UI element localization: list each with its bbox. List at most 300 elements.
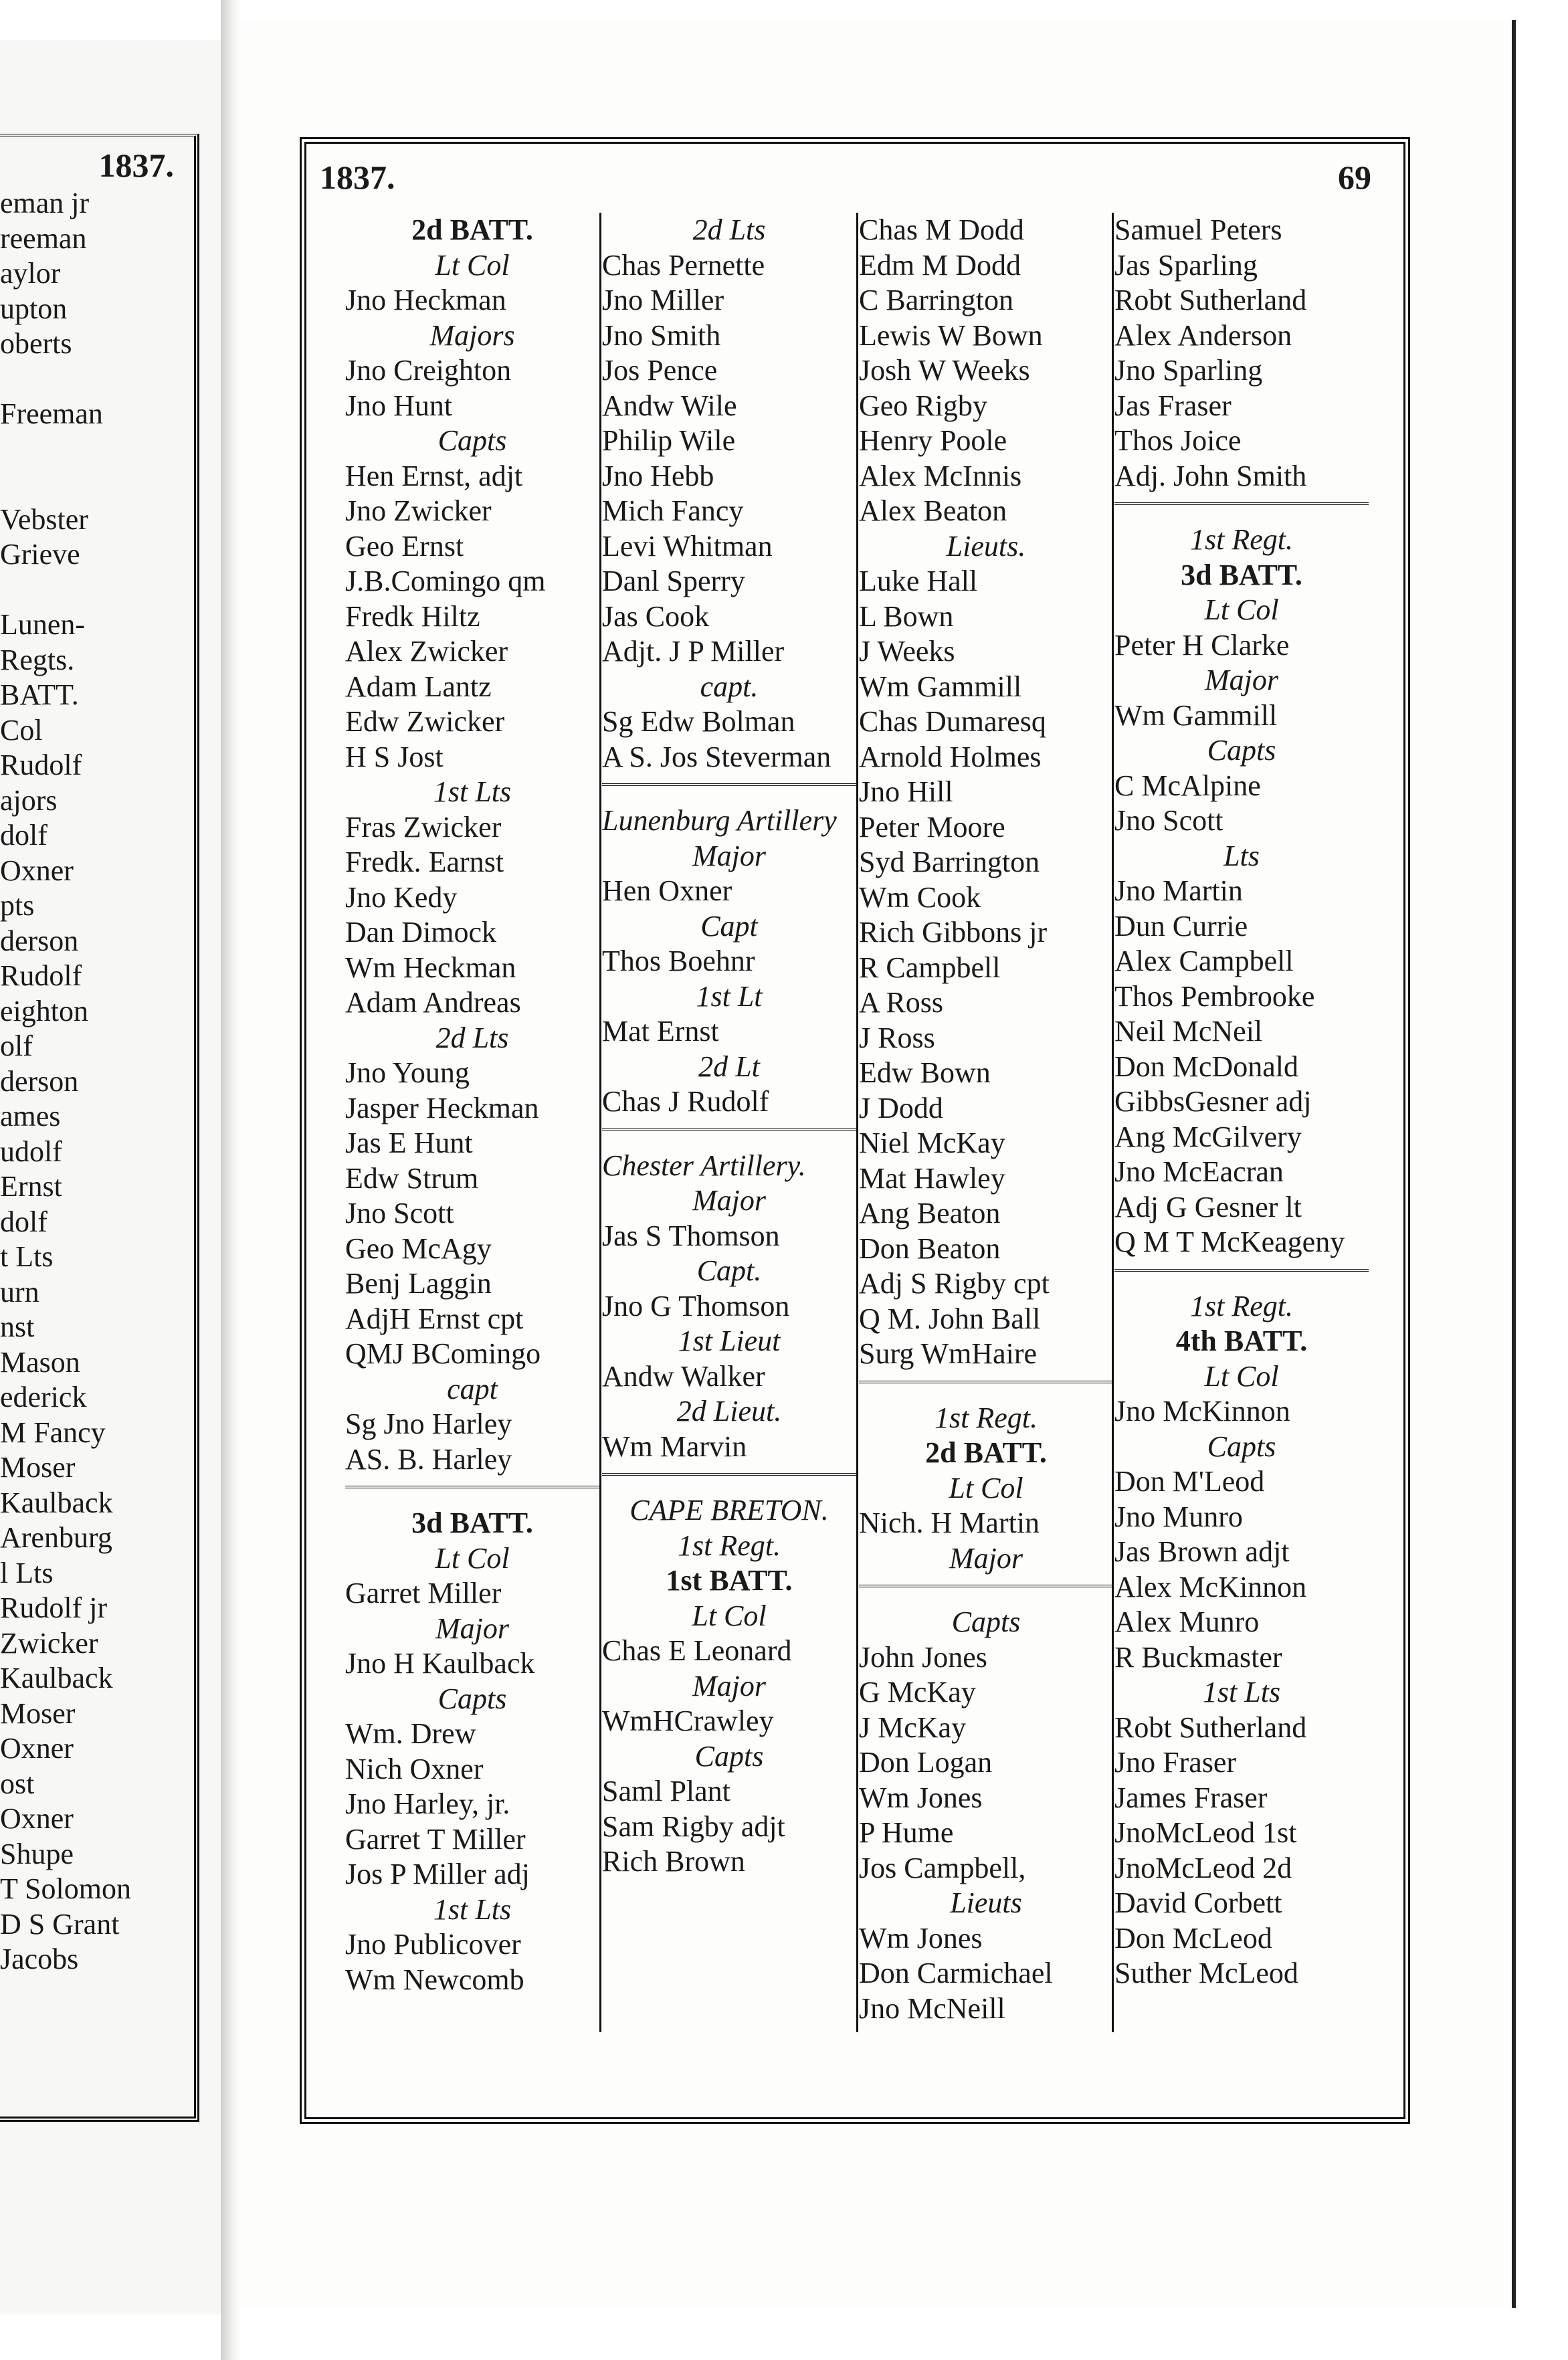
left-page-line xyxy=(0,1486,181,1521)
column-rule xyxy=(599,213,601,2032)
roster-entry: Major xyxy=(692,839,766,872)
left-page-line xyxy=(0,1767,181,1802)
left-page-line-text: Oxner xyxy=(0,854,74,887)
left-page-line-text: Ernst xyxy=(0,1170,62,1203)
roster-column-4 xyxy=(1114,213,1369,1991)
left-page-line xyxy=(0,1415,181,1451)
roster-entry: Nich. H Martin xyxy=(859,1506,1040,1539)
roster-entry: Jas Fraser xyxy=(1114,389,1232,422)
roster-entry: Capts xyxy=(694,1739,764,1773)
section-divider xyxy=(602,1473,856,1493)
roster-entry: Jno Scott xyxy=(345,1197,454,1230)
roster-entry: Peter Moore xyxy=(859,810,1005,844)
roster-entry: Jas Sparling xyxy=(1114,248,1258,282)
left-page-line-text: ajors xyxy=(0,783,58,817)
roster-entry: Garret Miller xyxy=(345,1577,502,1609)
left-page-line-text: Lunen- xyxy=(0,608,86,641)
roster-entry: Mat Hawley xyxy=(859,1161,1005,1195)
roster-entry: Jno Publicover xyxy=(345,1928,521,1961)
roster-entry: Nich Oxner xyxy=(345,1752,484,1785)
roster-entry: AS. B. Harley xyxy=(345,1442,512,1476)
roster-entry: Thos Pembrooke xyxy=(1114,979,1315,1013)
left-page-line-text: derson xyxy=(0,1064,79,1098)
left-page-line xyxy=(0,748,181,783)
roster-entry: Capts xyxy=(1207,734,1276,767)
left-page-line xyxy=(0,1591,181,1626)
roster-entry: Jno Munro xyxy=(1114,1500,1243,1533)
left-page-line-text: Shupe xyxy=(0,1837,74,1870)
left-page-line-text: T Solomon xyxy=(0,1872,132,1905)
roster-entry: Adam Andreas xyxy=(345,986,521,1019)
roster-entry: 1st Lts xyxy=(433,1892,512,1926)
left-page-line xyxy=(0,1556,181,1591)
roster-entry: Geo McAgy xyxy=(345,1232,492,1265)
roster-entry: J.B.Comingo qm xyxy=(345,565,546,597)
roster-entry: GibbsGesner adj xyxy=(1114,1085,1312,1118)
roster-entry: John Jones xyxy=(859,1640,987,1674)
roster-entry: Lunenburg Artillery xyxy=(602,804,837,837)
roster-entry: Sam Rigby adjt xyxy=(602,1809,785,1843)
left-page-line-text: nst xyxy=(0,1310,35,1343)
section-divider xyxy=(345,1486,599,1506)
roster-entry: Samuel Peters xyxy=(1114,213,1282,246)
left-page-line xyxy=(0,1205,181,1240)
roster-entry: Wm Marvin xyxy=(602,1430,747,1463)
roster-entry: Ang McGilvery xyxy=(1114,1120,1302,1153)
roster-entry: Hen Oxner xyxy=(602,874,732,907)
roster-entry: Alex Zwicker xyxy=(345,635,508,668)
left-page-line-text: Oxner xyxy=(0,1802,74,1835)
roster-entry: Dun Currie xyxy=(1114,909,1248,943)
roster-entry: Chas M Dodd xyxy=(859,213,1024,246)
roster-entry: Philip Wile xyxy=(602,424,736,457)
roster-entry: Garret T Miller xyxy=(345,1822,526,1856)
roster-entry: Don Logan xyxy=(859,1746,993,1779)
roster-entry: Capts xyxy=(437,1682,507,1715)
roster-entry: Jno Heckman xyxy=(345,284,506,316)
roster-entry: Q M T McKeageny xyxy=(1114,1225,1345,1258)
roster-entry: 2d Lieut. xyxy=(676,1395,782,1428)
roster-entry: Jno Kedy xyxy=(345,880,458,914)
roster-entry: Ang Beaton xyxy=(859,1197,1001,1230)
roster-entry: Wm Gammill xyxy=(1114,698,1278,732)
left-page-line xyxy=(0,573,181,608)
left-page-line-text: ederick xyxy=(0,1381,87,1413)
section-divider xyxy=(859,1381,1113,1401)
left-page-line-text: Zwicker xyxy=(0,1626,98,1660)
roster-entry: Chas E Leonard xyxy=(602,1634,792,1667)
left-page-line-text: Rudolf xyxy=(0,959,82,992)
roster-entry: Geo Ernst xyxy=(345,529,464,563)
roster-entry: Andw Walker xyxy=(602,1359,765,1393)
left-page-line-text: Oxner xyxy=(0,1732,74,1765)
roster-entry: JnoMcLeod 2d xyxy=(1114,1851,1292,1884)
left-page-line xyxy=(0,1731,181,1767)
roster-entry: Sg Edw Bolman xyxy=(602,705,795,738)
roster-entry: Adj S Rigby cpt xyxy=(859,1267,1050,1300)
left-page-line xyxy=(0,1240,181,1275)
section-divider xyxy=(859,1585,1113,1605)
left-page-line xyxy=(0,502,181,538)
section-divider xyxy=(1114,502,1369,522)
roster-entry: Capts xyxy=(1207,1430,1276,1463)
roster-entry: Wm. Drew xyxy=(345,1717,476,1750)
roster-entry: 1st Regt. xyxy=(678,1529,781,1562)
left-page-line-text: Col xyxy=(0,713,43,747)
roster-entry: Wm Jones xyxy=(859,1921,983,1955)
roster-entry: Jno McEacran xyxy=(1114,1155,1284,1188)
roster-entry: Alex Anderson xyxy=(1114,318,1292,352)
left-page-line xyxy=(0,1099,181,1135)
left-page-line xyxy=(0,1801,181,1837)
roster-entry: Don McLeod xyxy=(1114,1921,1272,1955)
roster-entry: Edw Strum xyxy=(345,1161,479,1195)
left-page-line xyxy=(0,292,181,327)
roster-entry: Lt Col xyxy=(1204,1359,1279,1393)
roster-entry: 1st Regt. xyxy=(935,1401,1038,1434)
roster-entry: Lt Col xyxy=(692,1599,767,1632)
roster-entry: A Ross xyxy=(859,986,943,1019)
roster-entry: Chas Dumaresq xyxy=(859,705,1046,738)
roster-entry: Mich Fancy xyxy=(602,494,744,527)
roster-entry: Wm Gammill xyxy=(859,670,1022,703)
roster-entry: L Bown xyxy=(859,599,954,633)
roster-entry: Don McDonald xyxy=(1114,1050,1298,1083)
left-page-line xyxy=(0,1380,181,1415)
roster-entry: Jno Creighton xyxy=(345,354,512,387)
left-page-line-text: olf xyxy=(0,1029,33,1062)
roster-entry: J Dodd xyxy=(859,1091,943,1124)
left-page-line xyxy=(0,1029,181,1064)
left-page-line xyxy=(0,221,181,257)
roster-entry: Henry Poole xyxy=(859,424,1007,457)
roster-entry: Wm Newcomb xyxy=(345,1963,524,1996)
left-page-line-text: Freeman xyxy=(0,397,103,430)
roster-entry: Jno Zwicker xyxy=(345,494,492,527)
left-page-line xyxy=(0,607,181,643)
roster-entry: 2d Lt xyxy=(698,1050,760,1083)
left-page-line xyxy=(0,1169,181,1205)
roster-entry: Lieuts xyxy=(950,1886,1022,1919)
roster-entry: Robt Sutherland xyxy=(1114,1710,1307,1744)
roster-entry: Jno Hill xyxy=(859,775,953,808)
roster-entry: Major xyxy=(1205,664,1278,696)
roster-entry: Rich Gibbons jr xyxy=(859,916,1048,949)
roster-entry: Jno Young xyxy=(345,1056,470,1089)
section-divider xyxy=(602,783,856,803)
section-divider xyxy=(1114,1269,1369,1289)
roster-entry: Adj. John Smith xyxy=(1114,459,1307,492)
left-page-line-text: l Lts xyxy=(0,1556,54,1589)
left-page-line xyxy=(0,854,181,889)
left-page-line-text: oberts xyxy=(0,327,72,360)
left-page-line xyxy=(0,186,181,221)
roster-entry: Major xyxy=(692,1184,766,1217)
roster-entry: Fredk. Earnst xyxy=(345,846,504,878)
roster-entry: Syd Barrington xyxy=(859,846,1040,878)
left-page-line xyxy=(0,1064,181,1100)
roster-entry: Major xyxy=(435,1611,509,1645)
roster-entry: Jno Harley, jr. xyxy=(345,1787,510,1820)
roster-entry: Jno H Kaulback xyxy=(345,1647,535,1680)
roster-entry: Danl Sperry xyxy=(602,565,745,597)
left-page-line-text: Grieve xyxy=(0,538,80,571)
left-page-line xyxy=(0,1520,181,1556)
roster-entry: Don Carmichael xyxy=(859,1957,1053,1989)
left-page-line xyxy=(0,1907,181,1943)
left-page-line xyxy=(0,1661,181,1696)
roster-entry: Rich Brown xyxy=(602,1845,745,1878)
left-page-line xyxy=(0,432,181,468)
left-page-line xyxy=(0,1275,181,1310)
left-page-line xyxy=(0,256,181,292)
roster-entry: R Buckmaster xyxy=(1114,1640,1282,1674)
left-page-line-text: Jacobs xyxy=(0,1943,79,1975)
left-page-line-text: Kaulback xyxy=(0,1662,113,1694)
roster-entry: Jas Cook xyxy=(602,599,710,633)
left-page-line xyxy=(0,397,181,432)
roster-entry: Chester Artillery. xyxy=(602,1149,806,1182)
roster-entry: Alex Beaton xyxy=(859,494,1007,527)
roster-entry: J Ross xyxy=(859,1021,935,1054)
left-page-line xyxy=(0,1626,181,1662)
left-page-line xyxy=(0,888,181,924)
roster-entry: Capt. xyxy=(696,1254,762,1287)
roster-entry: Wm Cook xyxy=(859,880,981,914)
roster-entry: H S Jost xyxy=(345,740,444,773)
left-page-line-text: derson xyxy=(0,924,79,957)
roster-entry: Fredk Hiltz xyxy=(345,599,480,633)
left-page-line xyxy=(0,1450,181,1486)
roster-entry: David Corbett xyxy=(1114,1886,1282,1919)
left-page-line-text: BATT. xyxy=(0,678,79,711)
roster-entry: Q M. John Ball xyxy=(859,1302,1041,1335)
roster-entry: Don Beaton xyxy=(859,1232,1001,1265)
roster-entry: Fras Zwicker xyxy=(345,810,502,844)
roster-entry: Jno McNeill xyxy=(859,1991,1005,2025)
left-page-line xyxy=(0,643,181,678)
left-page-line-text: urn xyxy=(0,1275,39,1308)
roster-entry: Majors xyxy=(429,318,515,352)
roster-entry: Jos Pence xyxy=(602,354,718,387)
roster-entry: Jno Sparling xyxy=(1114,354,1263,387)
roster-entry: AdjH Ernst cpt xyxy=(345,1302,524,1335)
roster-entry: 2d Lts xyxy=(435,1021,509,1054)
left-page-line xyxy=(0,1942,181,1977)
roster-entry: Jos P Miller adj xyxy=(345,1858,530,1890)
roster-entry: capt xyxy=(447,1372,498,1405)
roster-entry: Edw Bown xyxy=(859,1056,991,1089)
roster-entry: 3d BATT. xyxy=(411,1506,533,1539)
roster-entry: Saml Plant xyxy=(602,1775,730,1807)
left-page-line-text: ames xyxy=(0,1100,61,1133)
roster-entry: Luke Hall xyxy=(859,565,978,597)
left-page-line-text: Moser xyxy=(0,1696,76,1730)
roster-entry: 1st Lt xyxy=(696,979,763,1013)
left-page-line-text: Rudolf xyxy=(0,749,82,781)
roster-entry: Capt xyxy=(700,909,758,943)
left-page-line xyxy=(0,1696,181,1732)
left-page-line-text: eighton xyxy=(0,994,88,1027)
roster-entry: 1st Lieut xyxy=(678,1324,781,1357)
left-page-line-text: dolf xyxy=(0,819,47,852)
left-page-line xyxy=(0,467,181,502)
left-page-line-text: M Fancy xyxy=(0,1415,106,1449)
left-page-line xyxy=(0,924,181,959)
left-page-line-text: eman jr xyxy=(0,187,90,219)
roster-entry: Wm Jones xyxy=(859,1781,983,1814)
roster-entry: Alex Munro xyxy=(1114,1605,1260,1638)
roster-entry: 1st BATT. xyxy=(666,1564,793,1597)
roster-entry: CAPE BRETON. xyxy=(629,1494,829,1527)
roster-entry: Peter H Clarke xyxy=(1114,628,1290,662)
roster-entry: Edw Zwicker xyxy=(345,705,505,738)
roster-entry: Jas S Thomson xyxy=(602,1219,780,1252)
left-page-line-text: aylor xyxy=(0,257,61,290)
roster-entry: 1st Regt. xyxy=(1190,1289,1293,1322)
roster-entry: Jno Martin xyxy=(1114,874,1243,907)
left-page-line-text: dolf xyxy=(0,1205,47,1238)
left-page-line-text: reeman xyxy=(0,221,87,255)
roster-entry: 1st Regt. xyxy=(1190,523,1293,556)
left-page-line xyxy=(0,362,181,397)
roster-entry: Jno McKinnon xyxy=(1114,1395,1290,1428)
left-page-line-text: Rudolf jr xyxy=(0,1591,108,1624)
roster-entry: Neil McNeil xyxy=(1114,1015,1263,1048)
roster-entry: Josh W Weeks xyxy=(859,354,1030,387)
left-page-line xyxy=(0,959,181,994)
roster-entry: 4th BATT. xyxy=(1175,1324,1308,1357)
left-page-line-text: t Lts xyxy=(0,1240,54,1273)
roster-entry: Alex McInnis xyxy=(859,459,1022,492)
left-page-line xyxy=(0,713,181,749)
roster-entry: Levi Whitman xyxy=(602,529,773,563)
left-page-line-text: pts xyxy=(0,889,35,922)
roster-entry: 2d Lts xyxy=(692,213,766,246)
left-page-line xyxy=(0,1345,181,1381)
roster-entry: Thos Boehnr xyxy=(602,945,755,977)
roster-entry: J Weeks xyxy=(859,635,955,668)
roster-entry: JnoMcLeod 1st xyxy=(1114,1816,1297,1849)
roster-entry: Sg Jno Harley xyxy=(345,1407,512,1440)
roster-entry: Benj Laggin xyxy=(345,1267,492,1300)
left-page-lines xyxy=(0,186,181,1977)
roster-entry: Jno Scott xyxy=(1114,804,1223,837)
roster-entry: A S. Jos Steverman xyxy=(602,740,831,773)
left-page-line-text: Vebster xyxy=(0,502,88,536)
left-page-line-text: Kaulback xyxy=(0,1486,113,1519)
column-rule xyxy=(856,213,858,2032)
roster-entry: Jas Brown adjt xyxy=(1114,1535,1290,1568)
section-divider xyxy=(602,1128,856,1149)
roster-entry: Jno Hebb xyxy=(602,459,714,492)
roster-entry: Lt Col xyxy=(435,248,510,282)
left-page-line-text: Regts. xyxy=(0,643,75,676)
roster-column-1 xyxy=(345,213,599,1997)
roster-entry: Jno G Thomson xyxy=(602,1289,790,1322)
roster-entry: Adj G Gesner lt xyxy=(1114,1190,1302,1223)
roster-entry: Capts xyxy=(951,1605,1021,1638)
roster-entry: Jas E Hunt xyxy=(345,1126,473,1159)
roster-entry: Lts xyxy=(1223,839,1260,872)
left-page-line xyxy=(0,818,181,854)
roster-entry: Hen Ernst, adjt xyxy=(345,459,523,492)
roster-entry: WmHCrawley xyxy=(602,1704,774,1737)
roster-entry: Major xyxy=(692,1669,766,1702)
roster-entry: P Hume xyxy=(859,1816,954,1849)
roster-entry: Dan Dimock xyxy=(345,916,497,949)
left-page-line xyxy=(0,1837,181,1872)
roster-entry: J McKay xyxy=(859,1710,967,1744)
roster-column-3 xyxy=(859,213,1113,2026)
book-gutter xyxy=(221,0,241,2360)
roster-entry: Jasper Heckman xyxy=(345,1091,539,1124)
left-page-line xyxy=(0,326,181,362)
page-number: 69 xyxy=(1338,159,1371,196)
left-page-line xyxy=(0,1310,181,1345)
roster-entry: Wm Heckman xyxy=(345,951,516,984)
roster-entry: Jno Miller xyxy=(602,284,724,316)
page-year: 1837. xyxy=(320,159,395,196)
roster-entry: 1st Lts xyxy=(1202,1676,1281,1708)
roster-entry: C Barrington xyxy=(859,284,1013,316)
left-page-line xyxy=(0,783,181,819)
left-page-line-text: Moser xyxy=(0,1451,76,1484)
roster-entry: capt. xyxy=(700,670,759,703)
roster-entry: 2d BATT. xyxy=(925,1436,1047,1469)
roster-entry: Suther McLeod xyxy=(1114,1957,1298,1989)
roster-entry: QMJ BComingo xyxy=(345,1337,541,1370)
roster-entry: G McKay xyxy=(859,1676,976,1708)
left-page-line-text: Arenburg xyxy=(0,1521,112,1554)
roster-entry: Jno Hunt xyxy=(345,389,453,422)
left-page-line-text: udolf xyxy=(0,1135,62,1168)
roster-entry: Alex Campbell xyxy=(1114,945,1294,977)
roster-entry: Jos Campbell, xyxy=(859,1851,1026,1884)
roster-entry: Mat Ernst xyxy=(602,1015,719,1048)
left-page-line-text: upton xyxy=(0,292,68,325)
left-page-line xyxy=(0,1872,181,1907)
roster-entry: Geo Rigby xyxy=(859,389,987,422)
left-page-line xyxy=(0,537,181,573)
roster-entry: James Fraser xyxy=(1114,1781,1268,1814)
left-page-line xyxy=(0,1135,181,1170)
left-page-line-text: D S Grant xyxy=(0,1907,120,1941)
left-page-line xyxy=(0,678,181,713)
roster-entry: C McAlpine xyxy=(1114,769,1261,802)
left-page-year: 1837. xyxy=(98,146,174,184)
roster-entry: Jno Fraser xyxy=(1114,1746,1237,1779)
roster-entry: Chas J Rudolf xyxy=(602,1085,769,1118)
roster-entry: Arnold Holmes xyxy=(859,740,1042,773)
roster-entry: Andw Wile xyxy=(602,389,737,422)
roster-entry: Adam Lantz xyxy=(345,670,492,703)
roster-column-2 xyxy=(602,213,856,1880)
roster-entry: Lt Col xyxy=(1204,593,1279,626)
roster-entry: Robt Sutherland xyxy=(1114,284,1307,316)
roster-entry: Alex McKinnon xyxy=(1114,1570,1307,1603)
roster-entry: Chas Pernette xyxy=(602,248,765,282)
roster-entry: 1st Lts xyxy=(433,775,512,808)
roster-entry: R Campbell xyxy=(859,951,1001,984)
roster-entry: Jno Smith xyxy=(602,318,721,352)
roster-entry: Edm M Dodd xyxy=(859,248,1021,282)
roster-entry: Lt Col xyxy=(435,1541,510,1575)
roster-entry: Lewis W Bown xyxy=(859,318,1043,352)
left-page-column xyxy=(0,146,181,2106)
left-page-line-text: Mason xyxy=(0,1345,80,1379)
roster-entry: Niel McKay xyxy=(859,1126,1005,1159)
